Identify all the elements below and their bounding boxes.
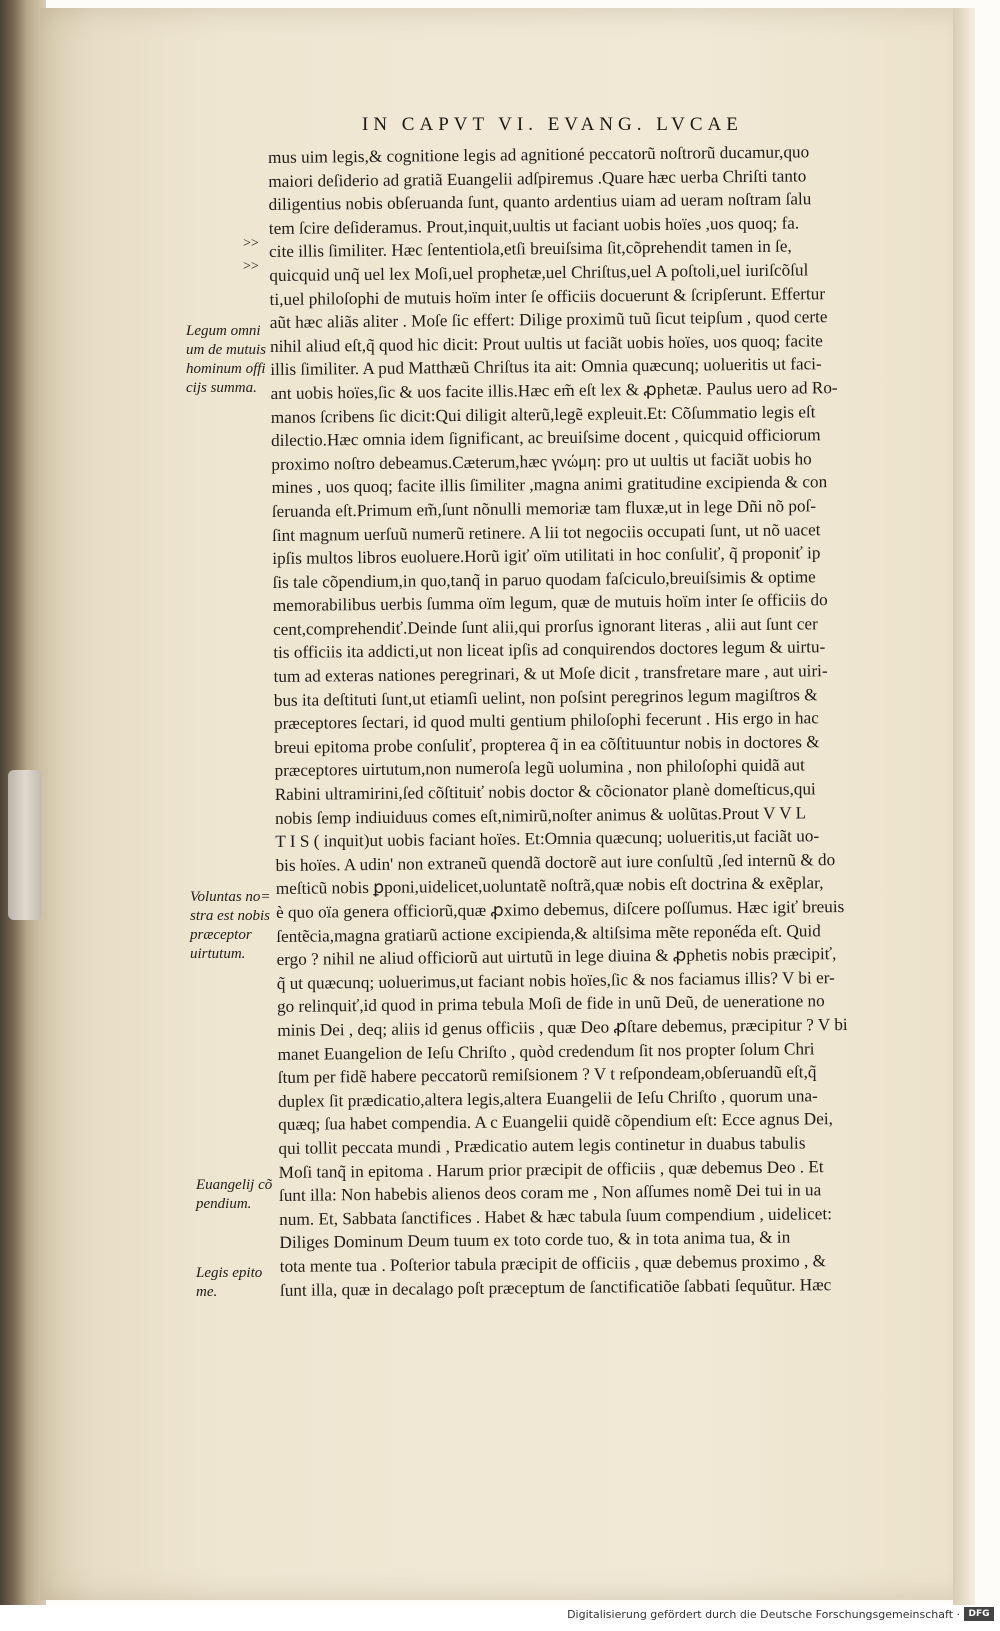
text-line: tum ad exteras nationes peregrinari, & ut Moſe dicit , transfretare mare , aut uiri- [273,661,828,687]
margin-note-line: cijs summa. [186,380,257,396]
text-line: aũt hæc aliãs aliter . Moſe ſic effert: Dilige proximũ tuũ ſicut teipſum , quod certe [269,307,828,333]
margin-note-line: Euangelij cõ [196,1177,273,1193]
text-line: quæq; ſua habet compendia. A c Euangelii quidẽ cõpendium eſt: Ecce agnus Dei, [278,1109,833,1135]
text-line: manos ſcribens ſic dicit:Qui diligit alterũ,legẽ expleuit.Et: Cõſummatio legis eſt [270,401,816,427]
margin-note-legum [186,322,266,398]
text-line: ipſis multos libros euoluere.Horũ igiť oïm utilitati in hoc conſuliť, q̃ proponiť ip [272,543,821,569]
margin-note-legis [196,1264,276,1302]
text-line: maiori deſiderio ad gratiã Euangelii adſpiremus .Quare hæc uerba Chriſti tanto [268,165,807,191]
margin-note-line: pendium. [196,1196,252,1212]
text-line: memorabilibus uerbis ſumma oïm legum, quæ de mutuis hoïm inter ſe officiis do [272,590,828,616]
margin-note-voluntas [190,888,270,964]
text-line: diligentius nobis obſeruanda ſunt, quanto ardentius uiam ad ueram noſtram ſalu [268,189,812,215]
margin-note-line: stra est nobis [190,908,271,924]
text-line: tem ſcire deſideramus. Prout,inquit,uultis ut faciant uobis hoïes ,uos quoq; fa. [268,213,800,238]
text-line: illis ſimiliter. A pud Matthæũ Chriſtus ita ait: Omnia quæcunq; uolueritis ut faci- [270,354,822,380]
text-line: ſunt illa: Non habebis alienos deos coram me , Non aſſumes nomẽ Dei tui in ua [278,1180,822,1206]
text-line: tota mente tua . Poſterior tabula præcipit de officiis , quæ debemus proximo , & [279,1251,827,1276]
text-line: nihil aliud eſt,q̃ quod hic dicit: Prout uultis ut faciãt uobis hoïes, uos quoq; facite [269,330,823,356]
text-line: ſunt illa, quæ in decalago poſt præceptum de ſanctificatiõe ſabbati ſequũtur. Hæc [279,1274,832,1300]
text-line: nobis ſemp indiuiduus comes eſt,nimirũ,noſter animus & uolũtas.Prout V V L [274,803,807,828]
page-edge [953,8,975,1608]
book-clip [8,770,42,920]
text-line: ti,uel philoſophi de mutuis hoïm inter ſe officiis docuerunt & ſcripſerunt. Effertur [269,283,826,309]
text-line: præceptores uirtutum,non numeroſa legũ uolumina , non philoſophi quidã aut [274,755,805,781]
margin-note-line: præceptor [190,927,252,943]
text-line: bus ita deſtituti ſunt,ut etiamſi uelint, non poſsint peregrinos legum magiſtros & [273,684,818,710]
text-line: ſentẽcia,magna gratiarũ actione excipienda,& altiſsima mẽte repone̋da eſt. Quid [276,920,821,946]
text-line: mus uim legis,& cognitione legis ad agnitioné peccatorũ noſtrorũ ducamur,quo [268,142,810,167]
text-line: bis hoïes. A udin' non extraneũ quendã doctorẽ aut iure conſultũ ,ſed internũ & do [275,849,836,875]
margin-note-line: um de mutuis [186,342,266,358]
text-line: T I S ( inquit)ut uobis faciant hoïes. Et:Omnia quæcunq; uolueritis,ut faciãt uo- [275,826,820,852]
margin-note-line: uirtutum. [190,946,246,962]
margin-note-line: Legum omni [186,323,261,339]
text-line: præceptores ſectari, id quod multi gentium philoſophi fecerunt . His ergo in hac [273,708,819,734]
body-text [268,139,928,1302]
running-head: IN CAPVT VI. EVANG. LVCAE [362,114,743,135]
text-line: ſeruanda eſt.Primum em̃,ſunt nõnulli memoriæ tam fluxæ,ut in lege Dñi nõ poſ- [271,496,817,521]
margin-note-line: hominum offi [186,361,266,377]
text-line: num. Et, Sabbata ſanctifices . Habet & hæc tabula ſuum compendium , uidelicet: [279,1203,833,1229]
text-line: è quo oïa genera officiorũ,quæ ꝓximo debemus, diſcere poſſumus. Hæc igiť breuis [275,897,845,922]
margin-note-line: Voluntas no= [190,889,271,905]
text-line: cent,comprehendiť.Deinde ſunt alii,qui prorſus ignorant literas , alii aut ſunt cer [272,614,818,639]
text-line: ſtum per fidẽ habere peccatorũ remiſsionem ? V t reſpondeam,obſeruandũ eſt,q̃ [277,1062,817,1088]
text-line: breui epitoma probe conſuliť, propterea q̃ in ea cõſtituuntur nobis in doctores & [274,732,820,757]
text-line: Moſi tanq̃ in epitoma . Harum prior præcipit de officiis , quæ debemus Deo . Et [278,1156,824,1182]
margin-note-euangelij [196,1176,276,1214]
text-line: meſticũ nobis ꝑponi,uidelicet,uoluntatẽ noſtrã,quæ nobis eſt doctrina & exẽplar, [275,873,824,899]
text-line: ſis tale cõpendium,in quo,tanq̃ in paruo quodam faſciculo,breuiſsimis & optime [272,566,816,592]
text-line: mines , uos quoq; facite illis ſimiliter ,magna animi gratitudine excipienda & con [271,472,828,498]
text-line: tis officiis ita addicti,ut non liceat ipſis ad conquirendos doctores legum & uirtu- [273,637,826,663]
quotation-marker: >> [243,236,259,251]
text-line: go relinquiť,id quod in prima tebula Moſi de fide in unũ Deũ, de ueneratione no [276,991,825,1017]
text-line: proximo noſtro debeamus.Cæterum,hæc γνώμη: pro ut uultis ut faciãt uobis ho [271,449,812,474]
text-line: Rabini ultramirini,ſed cõſtituiť nobis doctor & cõcionator planè domeſticus,qui [274,779,816,804]
digitization-credit: Digitalisierung gefördert durch die Deutsche Forschungsgemeinschaft · [567,1608,960,1621]
text-line: ſint magnum uerſuũ numerũ retinere. A lii tot negociis occupati ſunt, ut nõ uacet [271,519,821,545]
margin-note-line: me. [196,1284,218,1300]
text-line: ergo ? nihil ne aliud officiorũ aut uirtutũ in lege diuina & ꝓphetis nobis præcipiť, [276,944,837,970]
text-line: duplex ſit prædicatio,altera legis,altera Euangelii de Ieſu Chriſto , quorum una- [277,1086,818,1111]
text-line: Diliges Dominum Deum tuum ex toto corde tuo, & in tota anima tua, & in [279,1227,791,1253]
text-line: qui tollit peccata mundi , Prædicatio autem legis continetur in duabus tabulis [278,1133,806,1158]
text-line: dilectio.Hæc omnia idem ſignificant, ac breuiſsime docent , quicquid officiorum [270,425,821,451]
text-line: minis Dei , deq; aliis id genus officiis , quæ Deo ꝓſtare debemus, præcipitur ? V bi [277,1014,848,1040]
text-line: ant uobis hoïes,ſic & uos facite illis.Hæc em̃ eſt lex & ꝓphetæ. Paulus uero ad Ro- [270,377,838,403]
quotation-marker: >> [243,259,259,274]
text-line: q̃ ut quæcunq; uoluerimus,ut faciant nobis hoïes,ſic & nos faciamus illis? V bi er- [276,967,835,993]
dfg-logo: DFG [964,1607,994,1621]
text-line: manet Euangelion de Ieſu Chriſto , quòd credendum ſit nos propter ſolum Chri [277,1038,815,1064]
text-line: cite illis ſimiliter. Hæc ſententiola,etſi breuiſsima ſit,cõprehendit tamen in ſe, [269,236,792,262]
text-line: quicquid unq̃ uel lex Moſi,uel prophetæ,uel Chriſtus,uel A poſtoli,uel iuriſcõſul [269,260,809,285]
margin-note-line: Legis epito [196,1265,263,1281]
